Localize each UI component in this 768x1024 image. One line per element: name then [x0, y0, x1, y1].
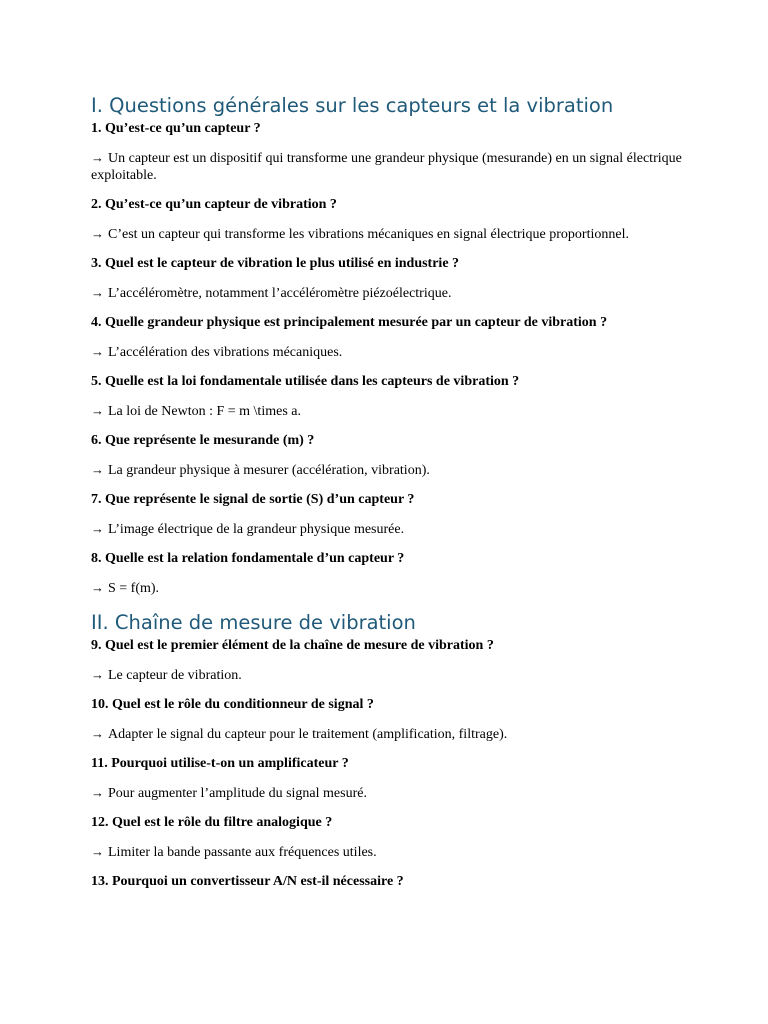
question: 1. Qu’est-ce qu’un capteur ?: [91, 121, 261, 136]
answer-text: Limiter la bande passante aux fréquences utiles.: [108, 845, 377, 860]
qa-item: [91, 550, 691, 597]
answer: [91, 579, 691, 597]
answer: [91, 461, 691, 479]
answer-text: Pour augmenter l’amplitude du signal mesuré.: [108, 786, 367, 801]
question: 5. Quelle est la loi fondamentale utilisée dans les capteurs de vibration ?: [91, 374, 520, 389]
qa-item: [91, 432, 691, 479]
arrow-icon: →: [91, 226, 104, 241]
answer-text: Adapter le signal du capteur pour le traitement (amplification, filtrage).: [108, 727, 508, 742]
arrow-icon: →: [91, 667, 104, 682]
question: 6. Que représente le mesurande (m) ?: [91, 433, 315, 448]
answer-text: S = f(m).: [108, 581, 160, 596]
qa-item: [91, 255, 691, 302]
qa-item: [91, 491, 691, 538]
arrow-icon: →: [91, 785, 104, 800]
answer: [91, 843, 691, 861]
qa-item: [91, 373, 691, 420]
answer-text: Le capteur de vibration.: [108, 668, 242, 683]
qa-item: [91, 814, 691, 861]
arrow-icon: →: [91, 285, 104, 300]
question: 7. Que représente le signal de sortie (S) d’un capteur ?: [91, 492, 415, 507]
qa-item: [91, 696, 691, 743]
answer: [91, 520, 691, 538]
question: 13. Pourquoi un convertisseur A/N est-il nécessaire ?: [91, 874, 404, 889]
answer-text: C’est un capteur qui transforme les vibrations mécaniques en signal électrique proportionnel.: [108, 227, 629, 242]
qa-item: [91, 196, 691, 243]
question: 4. Quelle grandeur physique est principalement mesurée par un capteur de vibration ?: [91, 315, 608, 330]
arrow-icon: →: [91, 844, 104, 859]
question: 2. Qu’est-ce qu’un capteur de vibration ?: [91, 197, 337, 212]
answer: [91, 149, 691, 184]
qa-item: [91, 120, 691, 184]
answer: [91, 666, 691, 684]
section-title-1: I. Questions générales sur les capteurs et la vibration: [91, 94, 614, 117]
section-title-2: II. Chaîne de mesure de vibration: [91, 611, 416, 634]
question: 9. Quel est le premier élément de la chaîne de mesure de vibration ?: [91, 638, 494, 653]
answer: [91, 784, 691, 802]
qa-item: [91, 755, 691, 802]
question: 10. Quel est le rôle du conditionneur de signal ?: [91, 697, 374, 712]
qa-item: [91, 314, 691, 361]
answer: [91, 343, 691, 361]
arrow-icon: →: [91, 462, 104, 477]
arrow-icon: →: [91, 403, 104, 418]
answer: [91, 284, 691, 302]
answer-text: Un capteur est un dispositif qui transforme une grandeur physique (mesurande) en un signal électrique exploitable.: [91, 151, 682, 183]
answer-text: L’accéléromètre, notamment l’accéléromètre piézoélectrique.: [108, 286, 452, 301]
question: 8. Quelle est la relation fondamentale d’un capteur ?: [91, 551, 405, 566]
qa-item: [91, 637, 691, 684]
arrow-icon: →: [91, 344, 104, 359]
qa-item: [91, 873, 691, 890]
answer: [91, 725, 691, 743]
document-content: [91, 92, 691, 902]
arrow-icon: →: [91, 726, 104, 741]
answer-text: La loi de Newton : F = m \times a.: [108, 404, 301, 419]
question: 12. Quel est le rôle du filtre analogique ?: [91, 815, 333, 830]
question: 3. Quel est le capteur de vibration le plus utilisé en industrie ?: [91, 256, 460, 271]
answer: [91, 225, 691, 243]
arrow-icon: →: [91, 521, 104, 536]
answer-text: L’accélération des vibrations mécaniques.: [108, 345, 343, 360]
arrow-icon: →: [91, 580, 104, 595]
answer-text: L’image électrique de la grandeur physique mesurée.: [108, 522, 405, 537]
answer: [91, 402, 691, 420]
answer-text: La grandeur physique à mesurer (accélération, vibration).: [108, 463, 430, 478]
question: 11. Pourquoi utilise-t-on un amplificateur ?: [91, 756, 349, 771]
arrow-icon: →: [91, 150, 104, 165]
